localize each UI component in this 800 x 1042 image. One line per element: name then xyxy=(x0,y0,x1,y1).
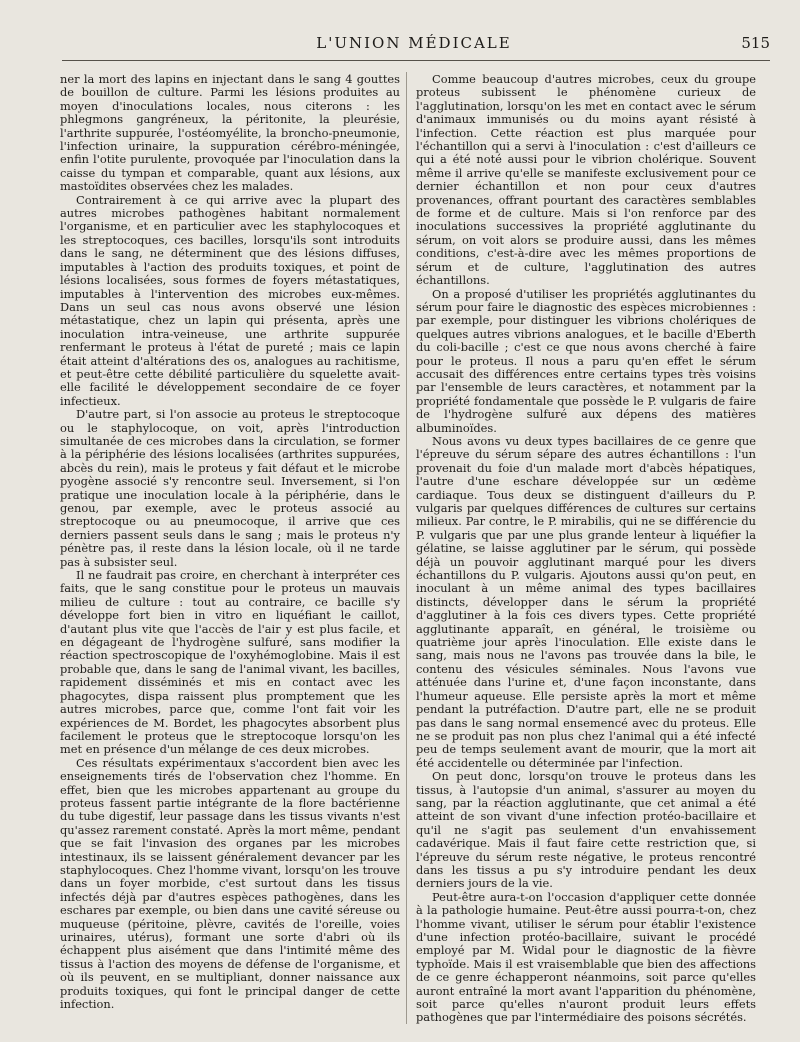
column-divider xyxy=(406,72,407,1024)
page-number: 515 xyxy=(741,34,770,52)
header-rule xyxy=(62,60,770,61)
paragraph: Ces résultats expérimentaux s'accordent bien avec les enseignements tirés de l'observation chez l'homme. En effet, bien que les microbes appartenant au groupe du proteus fassent partie intégrante de la flore bactérienne du tube digestif, leur passage dans les tissus vivants n'est qu'assez rarement constaté. Après la mort même, pendant que se fait l'invasion des organes par les microbes intestinaux, ils se laissent généralement devancer par les staphylocoques. Chez l'homme vivant, lorsqu'on les trouve dans un foyer morbide, c'est surtout dans les tissus infectés déjà par d'autres espèces pathogènes, dans les eschares par exemple, ou bien dans une cavité séreuse ou muqueuse (péritoine, plèvre, cavités de l'oreille, voies urinaires, utérus), formant une sorte d'abri où ils échappent plus aisément que dans l'intimité même des tissus à l'action des moyens de défense de l'organisme, et où ils peuvent, en se multipliant, donner naissance aux produits toxiques, qui font le principal danger de cette infection. xyxy=(60,755,400,1012)
paragraph: Contrairement à ce qui arrive avec la plupart des autres microbes pathogènes habitant normalement l'organisme, et en particulier avec les staphylocoques et les streptocoques, ces bacilles, lorsqu'ils sont introduits dans le sang, ne déterminent que des lésions diffuses, imputables à l'action des produits toxiques, et point de lésions localisées, sous formes de foyers métastatiques, imputables à l'intervention des microbes eux-mêmes. Dans un seul cas nous avons observé une lésion métastatique, chez un lapin qui présenta, après une inoculation intra-veineuse, une arthrite suppurée renfermant le proteus à l'état de pureté ; mais ce lapin était atteint d'altérations des os, analogues au rachitisme, et peut-être cette débilité particulière du squelette avait-elle facilité le développement secondaire de ce foyer infectieux. xyxy=(60,192,400,408)
paragraph: On peut donc, lorsqu'on trouve le proteus dans les tissus, à l'autopsie d'un animal, s'assurer au moyen du sang, par la réaction agglutinante, que cet animal a été atteint de son vivant d'une infection protéo-bacillaire et qu'il ne s'agit pas seulement d'un envahissement cadavérique. Mais il faut faire cette restriction que, si l'épreuve du sérum reste négative, le proteus rencontré dans les tissus a pu s'y introduire pendant les deux derniers jours de la vie. xyxy=(416,769,756,891)
paragraph: Peut-être aura-t-on l'occasion d'appliquer cette donnée à la pathologie humaine. Peut-être aussi pourra-t-on, chez l'homme vivant, utiliser le sérum pour établir l'existence d'une infection protéo-bacillaire, suivant le procédé employé par M. Widal pour le diagnostic de la fièvre typhoïde. Mais il est vraisemblable que bien des affections de ce genre échapperont néanmoins, soit parce qu'elles auront entraîné la mort avant l'apparition du phénomène, soit parce qu'elles n'auront produit leurs effets pathogènes que par l'intermédiaire des poisons sécrétés. xyxy=(416,889,756,1025)
left-column xyxy=(60,73,400,1011)
paragraph: D'autre part, si l'on associe au proteus le streptocoque ou le staphylocoque, on voit, après l'introduction simultanée de ces microbes dans la circulation, se former à la périphérie des lésions localisées (arthrites suppurées, abcès du rein), mais le proteus y fait défaut et le microbe pyogène associé s'y rencontre seul. Inversement, si l'on pratique une inoculation locale à la périphérie, dans le genou, par exemple, avec le proteus associé au streptocoque ou au pneumocoque, il arrive que ces derniers passent seuls dans le sang ; mais le proteus n'y pénètre pas, il reste dans la lésion locale, où il ne tarde pas à subsister seul. xyxy=(60,407,400,569)
paragraph: Comme beaucoup d'autres microbes, ceux du groupe proteus subissent le phénomène curieux de l'agglutination, lorsqu'on les met en contact avec le sérum d'animaux immunisés ou du moins ayant résisté à l'infection. Cette réaction est plus marquée pour l'échantillon qui a servi à l'inoculation : c'est d'ailleurs ce qui a été noté aussi pour le vibrion cholérique. Souvent même il arrive qu'elle se manifeste exclusivement pour ce dernier échantillon et non pour ceux d'autres provenances, offrant pourtant des caractères semblables de forme et de culture. Mais si l'on renforce par des inoculations successives la propriété agglutinante du sérum, on voit alors se produire aussi, dans les mêmes conditions, c'est-à-dire avec les mêmes proportions de sérum et de culture, l'agglutination des autres échantillons. xyxy=(416,72,756,288)
right-column xyxy=(416,73,756,1025)
journal-title: L'UNION MÉDICALE xyxy=(316,34,512,52)
paragraph: On a proposé d'utiliser les propriétés agglutinantes du sérum pour faire le diagnostic des espèces microbiennes : par exemple, pour distinguer les vibrions cholériques de quelques autres vibrions analogues, et le bacille d'Eberth du coli-bacille ; c'est ce que nous avons cherché à faire pour le proteus. Il nous a paru qu'en effet le sérum accusait des différences entre certains types très voisins par l'ensemble de leurs caractères, et notamment par la propriété fondamentale que possède le P. vulgaris de faire de l'hydrogène sulfuré aux dépens des matières albuminoïdes. xyxy=(416,286,756,435)
running-header xyxy=(58,34,770,56)
paragraph: Nous avons vu deux types bacillaires de ce genre que l'épreuve du sérum sépare des autres échantillons : l'un provenait du foie d'un malade mort d'abcès hépatiques, l'autre d'une eschare développée sur un œdème cardiaque. Tous deux se distinguent d'ailleurs du P. vulgaris par quelques différences de cultures sur certains milieux. Par contre, le P. mirabilis, qui ne se différencie du P. vulgaris que par une plus grande lenteur à liquéfier la gélatine, se laisse agglutiner par le sérum, qui possède déjà un pouvoir agglutinant marqué pour les divers échantillons du P. vulgaris. Ajoutons aussi qu'on peut, en inoculant à un même animal des types bacillaires distincts, développer dans le sérum la propriété d'agglutiner à la fois ces divers types. Cette propriété agglutinante apparaît, en général, le troisième ou quatrième jour après l'inoculation. Elle existe dans le sang, mais nous ne l'avons pas trouvée dans la bile, le contenu des vésicules séminales. Nous l'avons vue atténuée dans l'urine et, d'une façon inconstante, dans l'humeur aqueuse. Elle persiste après la mort et même pendant la putréfaction. D'autre part, elle ne se produit pas dans le sang normal ensemencé avec du proteus. Elle ne se produit pas non plus chez l'animal qui a été infecté peu de temps seulement avant de mourir, que la mort ait été accidentelle ou déterminée par l'infection. xyxy=(416,433,756,770)
paragraph: Il ne faudrait pas croire, en cherchant à interpréter ces faits, que le sang constitue pour le proteus un mauvais milieu de culture : tout au contraire, ce bacille s'y développe fort bien in vitro en liquéfiant le caillot, d'autant plus vite que l'accès de l'air y est plus facile, et en dégageant de l'hydrogène sulfuré, sans modifier la réaction spectroscopique de l'oxyhémoglobine. Mais il est probable que, dans le sang de l'animal vivant, les bacilles, rapidement disséminés et mis en contact avec les phagocytes, dispa raissent plus promptement que les autres microbes, parce que, comme l'ont fait voir les expériences de M. Bordet, les phagocytes absorbent plus facilement le proteus que le streptocoque lorsqu'on les met en présence d'un mélange de ces deux microbes. xyxy=(60,568,400,757)
paragraph: ner la mort des lapins en injectant dans le sang 4 gouttes de bouillon de culture. Parmi les lésions produites au moyen d'inoculations locales, nous citerons : les phlegmons gangréneux, la péritonite, la pleurésie, l'arthrite suppurée, l'ostéomyélite, la broncho-pneumonie, l'infection urinaire, la suppuration cérébro-méningée, enfin l'otite purulente, provoquée par l'inoculation dans la caisse du tympan et comparable, quant aux lésions, aux mastoïdites observées chez les malades. xyxy=(60,72,400,194)
